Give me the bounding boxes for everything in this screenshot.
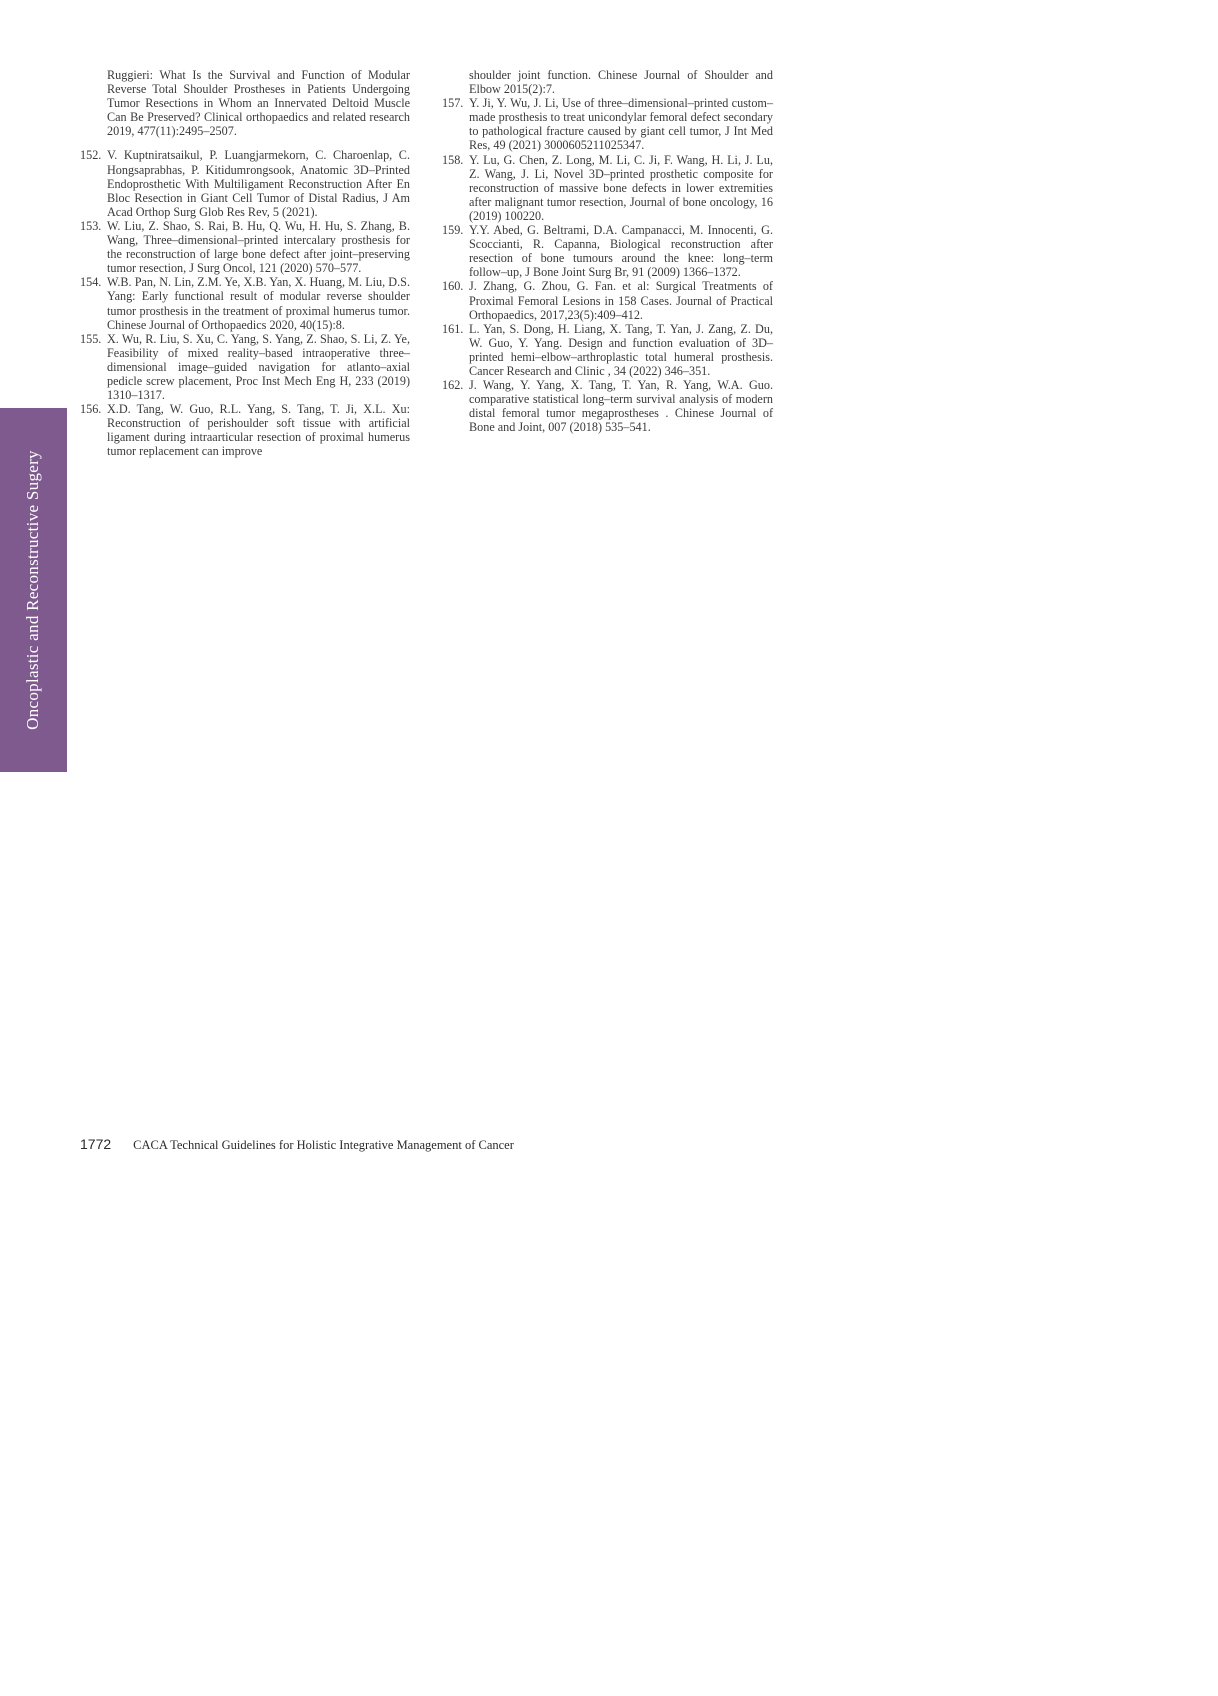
page-number: 1772 [80,1136,112,1152]
reference-item [442,378,773,434]
reference-number: 159. [442,223,464,238]
reference-item [80,332,410,402]
reference-text: W.B. Pan, N. Lin, Z.M. Ye, X.B. Yan, X. Huang, M. Liu, D.S. Yang: Early functional result of modular reverse shoulder tumor prosthesis in the treatment of proximal humerus tumor. Chinese Journal of Orthopaedics 2020, 40(15):8. [107,275,410,332]
reference-text: J. Zhang, G. Zhou, G. Fan. et al: Surgical Treatments of Proximal Femoral Lesions in 158 Cases. Journal of Practical Orthopaedics, 2017,23(5):409–412. [469,279,773,322]
reference-item [80,219,410,275]
reference-text: Y.Y. Abed, G. Beltrami, D.A. Campanacci, M. Innocenti, G. Scoccianti, R. Capanna, Biological reconstruction after resection of bone tumours around the knee: long–term follow–up, J Bone Joint Surg Br, 91 (2009) 1366–1372. [469,223,773,280]
reference-text: shoulder joint function. Chinese Journal of Shoulder and Elbow 2015(2):7. [469,68,773,97]
reference-item [442,279,773,321]
reference-item [80,68,410,138]
reference-text: W. Liu, Z. Shao, S. Rai, B. Hu, Q. Wu, H. Hu, S. Zhang, B. Wang, Three–dimensional–printed intercalary prosthesis for the reconstruction of large bone defect after joint–preserving tumor resection, J Surg Oncol, 121 (2020) 570–577. [107,218,410,276]
reference-item [80,275,410,331]
reference-item [442,96,773,152]
page-footer [80,1136,514,1153]
reference-number: 162. [442,378,464,393]
running-title: CACA Technical Guidelines for Holistic Integrative Management of Cancer [133,1138,514,1152]
reference-number: 158. [442,152,464,167]
reference-text: X. Wu, R. Liu, S. Xu, C. Yang, S. Yang, Z. Shao, S. Li, Z. Ye, Feasibility of mixed reality–based intraoperative three–dimensional image–guided navigation for atlanto–axial pedicle screw placement, Proc Inst Mech Eng H, 233 (2019) 1310–1317. [107,331,410,403]
reference-number: 152. [80,148,102,163]
reference-number: 157. [442,96,464,111]
references-left-column [80,68,410,459]
reference-item [442,153,773,223]
reference-item [442,322,773,378]
reference-text: Ruggieri: What Is the Survival and Function of Modular Reverse Total Shoulder Prostheses in Patients Undergoing Tumor Resections in Whom an Innervated Deltoid Muscle Can Be Preserved? Clinical orthopaedics and related research 2019, 477(11):2495–2507. [107,68,410,139]
reference-number: 155. [80,331,102,346]
reference-text: L. Yan, S. Dong, H. Liang, X. Tang, T. Yan, J. Zang, Z. Du, W. Guo, Y. Yang. Design and function evaluation of 3D–printed hemi–elbow–arthroplastic total humeral prosthesis. Cancer Research and Clinic , 34 (2022) 346–351. [469,321,773,378]
section-side-tab-label: Oncoplastic and Reconstructive Sugery [23,450,42,730]
reference-text: X.D. Tang, W. Guo, R.L. Yang, S. Tang, T. Ji, X.L. Xu: Reconstruction of perishoulder soft tissue with artificial ligament during intraarticular resection of proximal humerus tumor replacement can improve [107,402,410,459]
reference-number: 161. [442,321,464,336]
reference-text: V. Kuptniratsaikul, P. Luangjarmekorn, C. Charoenlap, C. Hongsaprabhas, P. Kitidumrongsook, Anatomic 3D–Printed Endoprosthetic With Multiligament Reconstruction After En Bloc Resection in Giant Cell Tumor of Distal Radius, J Am Acad Orthop Surg Glob Res Rev, 5 (2021). [107,148,410,219]
reference-number: 154. [80,275,102,290]
reference-number: 160. [442,279,464,294]
reference-item [80,402,410,458]
reference-text: J. Wang, Y. Yang, X. Tang, T. Yan, R. Yang, W.A. Guo. comparative statistical long–term survival analysis of modern distal femoral tumor megaprostheses . Chinese Journal of Bone and Joint, 007 (2018) 535–541. [469,378,773,435]
references-right-column [442,68,773,434]
reference-item [442,223,773,279]
reference-text: Y. Ji, Y. Wu, J. Li, Use of three–dimensional–printed custom–made prosthesis to treat unicondylar femoral defect secondary to pathological fracture caused by giant cell tumor, J Int Med Res, 49 (2021) 3000605211025347. [469,96,773,153]
reference-number: 153. [80,218,102,233]
reference-number: 156. [80,402,102,417]
reference-item [442,68,773,96]
reference-text: Y. Lu, G. Chen, Z. Long, M. Li, C. Ji, F. Wang, H. Li, J. Lu, Z. Wang, J. Li, Novel 3D–printed prosthetic composite for reconstruction of massive bone defects in lower extremities after malignant tumor resection, Journal of bone oncology, 16 (2019) 100220. [469,152,773,223]
reference-item [80,148,410,218]
